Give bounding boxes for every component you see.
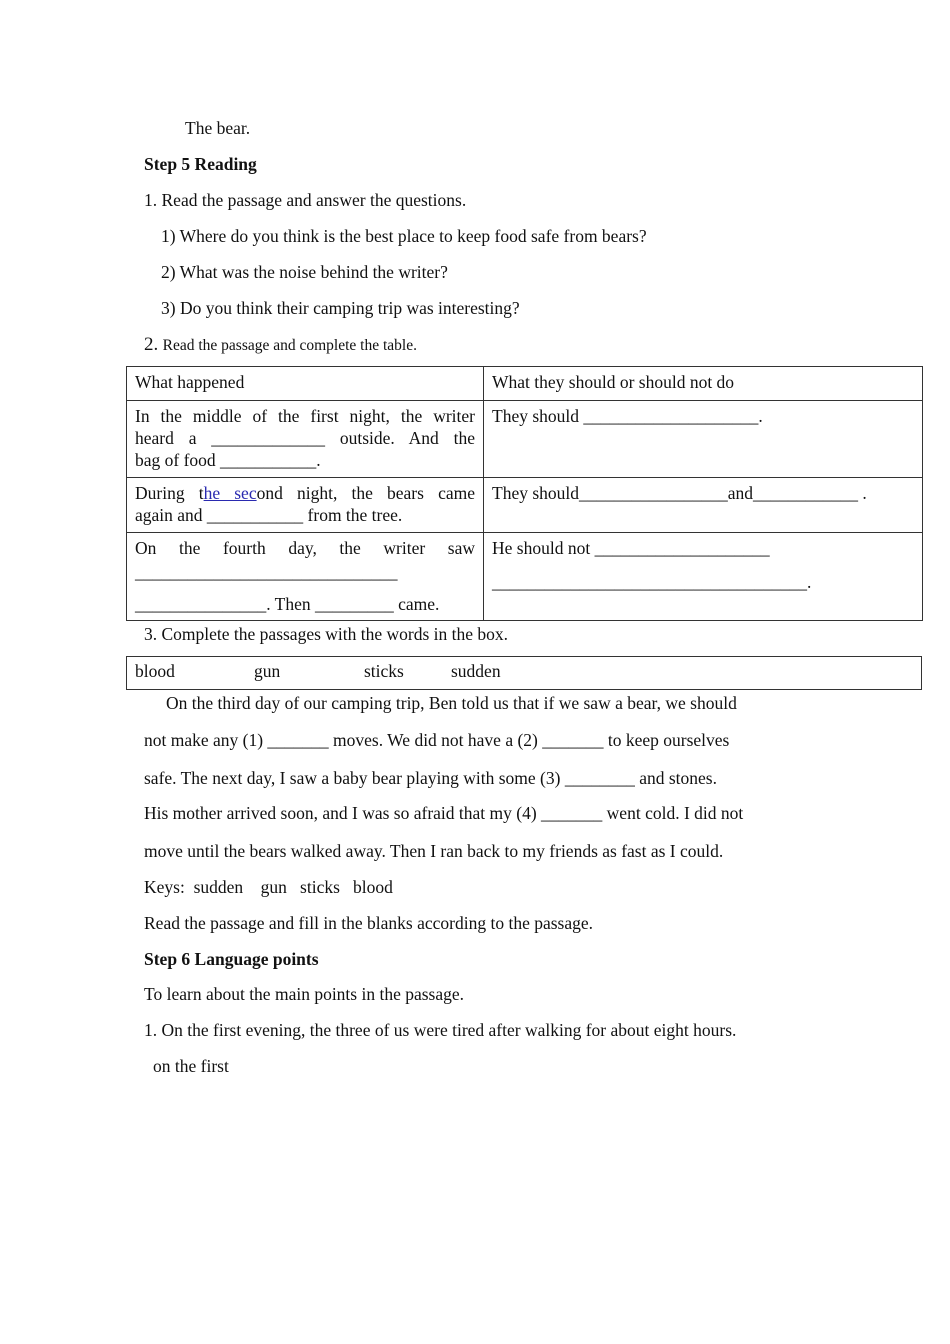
header-what-to-do: What they should or should not do (484, 367, 923, 401)
q1-item-2: 2) What was the noise behind the writer? (161, 262, 448, 282)
row1-happened-line-1: In the middle of the first night, the writer (135, 406, 475, 426)
row2-should: They should_________________and____________ . (484, 478, 923, 533)
row1-should: They should ____________________. (484, 401, 923, 478)
step6-title: Step 6 Language points (144, 949, 319, 969)
row3-should (484, 533, 923, 621)
row2-text-a: During t (135, 483, 204, 503)
table-row (127, 478, 923, 533)
q2-heading-text: Read the passage and complete the table. (162, 337, 417, 354)
header-what-happened: What happened (127, 367, 484, 401)
step6-item-1: 1. On the first evening, the three of us were tired after walking for about eight hours. (144, 1020, 737, 1040)
box-word: sudden (451, 661, 501, 681)
row2-happened (127, 478, 484, 533)
box-word: blood (135, 661, 175, 681)
word-box-cell (127, 657, 922, 690)
row1-happened (127, 401, 484, 478)
row1-happened-line-2: heard a _____________ outside. And the (135, 428, 475, 448)
passage-line-4: His mother arrived soon, and I was so afraid that my (4) _______ went cold. I did not (144, 803, 744, 823)
box-word: sticks (364, 661, 404, 681)
keys-line: Keys: sudden gun sticks blood (144, 877, 393, 897)
passage-line-1: On the third day of our camping trip, Ben told us that if we saw a bear, we should (166, 693, 737, 713)
step5-title: Step 5 Reading (144, 154, 257, 174)
row2-link[interactable]: he sec (203, 483, 257, 503)
row3-should-line-1: He should not ____________________ (492, 538, 770, 558)
passage-line-2: not make any (1) _______ moves. We did not have a (2) _______ to keep ourselves (144, 730, 730, 750)
row3-happened (127, 533, 484, 621)
row2-happened-line-1 (135, 482, 475, 504)
row2-happened-line-2: again and ___________ from the tree. (135, 505, 403, 525)
row3-happened-line-1: On the fourth day, the writer saw (135, 538, 475, 558)
q3-heading: 3. Complete the passages with the words in the box. (144, 624, 509, 644)
passage-line-5: move until the bears walked away. Then I ran back to my friends as fast as I could. (144, 841, 724, 861)
row3-happened-line-2: ______________________________ (135, 562, 398, 582)
box-word: gun (254, 661, 281, 681)
passage-line-3: safe. The next day, I saw a baby bear playing with some (3) ________ and stones. (144, 768, 717, 788)
q3-instruction: Read the passage and fill in the blanks according to the passage. (144, 913, 594, 933)
row3-happened-line-3: _______________. Then _________ came. (135, 594, 440, 614)
intro-line: The bear. (185, 118, 251, 138)
step6-phrase: on the first (153, 1056, 229, 1076)
q2-heading (144, 333, 417, 357)
q1-item-3: 3) Do you think their camping trip was interesting? (161, 298, 520, 318)
q1-item-1: 1) Where do you think is the best place to keep food safe from bears? (161, 226, 647, 246)
table-row (127, 401, 923, 478)
table-header-row (127, 367, 923, 401)
q2-number: 2. (144, 334, 159, 355)
table-row (127, 533, 923, 621)
q1-heading: 1. Read the passage and answer the questions. (144, 190, 467, 210)
word-box (126, 656, 922, 690)
row3-should-line-2: ____________________________________. (492, 572, 812, 592)
row1-happened-line-3: bag of food ___________. (135, 450, 321, 470)
row2-text-b: ond night, the bears came (256, 483, 475, 503)
step6-intro: To learn about the main points in the passage. (144, 984, 465, 1004)
q2-table (126, 366, 923, 621)
